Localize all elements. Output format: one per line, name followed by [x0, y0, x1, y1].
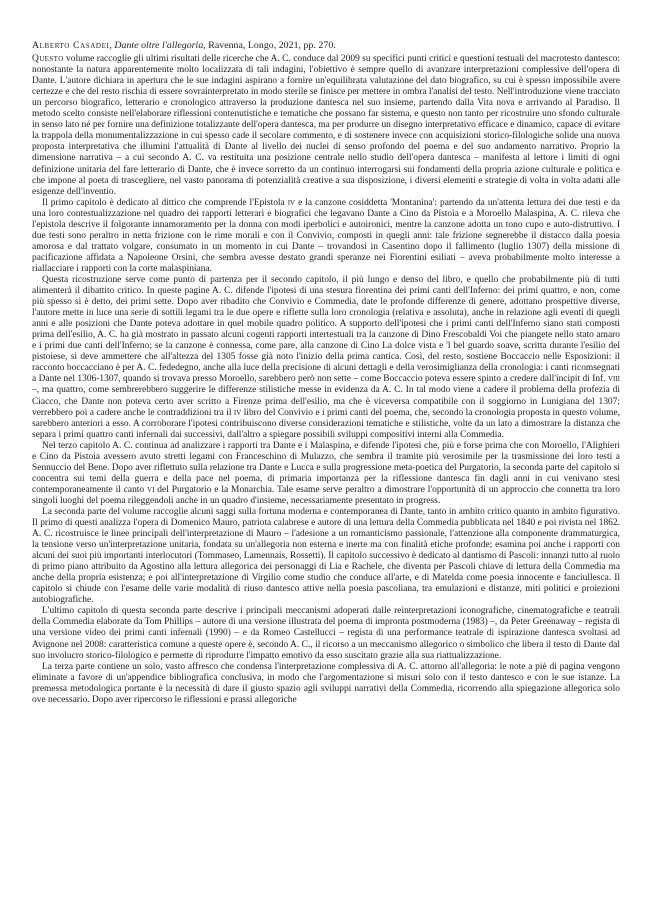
text-run: e arrivando al [514, 98, 576, 109]
text-run: e i primi canti del poema, che, secondo la cronologia proposta in questo volume, sarebbero anteriori a esso. A corroborare l'ipotesi contribuiscono diverse considerazioni tematiche e stilistiche, volte da un lato a dimostrare la distanza che separa i primi quattro canti infernali dai successivi, dall'altro a spiegare possibili sviluppi compositivi interni alla [32, 407, 620, 440]
text-run: . [113, 186, 116, 197]
reviewed-author: Alberto Casadei [32, 40, 110, 51]
review-body [32, 54, 620, 706]
text-run: Inf. [592, 374, 606, 385]
text-run: iv [287, 197, 296, 208]
text-run: e [304, 297, 315, 308]
paragraph [32, 507, 620, 606]
paragraph [32, 275, 620, 441]
text-run: Convivio [296, 230, 332, 241]
text-run: Inferno [469, 286, 498, 297]
text-run: Il primo capitolo è dedicato al dittico che comprende l' [42, 197, 254, 208]
text-run: 'l bel guardo soave [446, 341, 519, 352]
text-run: Voi che piangete nello stato amaro [489, 330, 620, 341]
text-run: Questa ricostruzione serve come punto di partenza per il secondo capitolo, il più lungo e denso del libro, e quello che probabilmente più di tutti alimenterà il dibattito critico. In queste pagine A. C. difende l'ipotesi di una stesura fiorentina dei primi canti dell' [32, 274, 620, 297]
text-run: . [437, 495, 441, 506]
text-run: Epistola [253, 197, 285, 208]
text-run: volume raccoglie gli ultimi risultati delle ricerche che A. C. conduce dal 2009 su specifici punti critici e questioni testuali del macrotesto dantesco: nonostante la natura apparentemente molto localizzata di tali indagini, l'obiettivo è sempre quello di avanzare interpretazioni complessive dell'opera di Dante. L'autore dichiara in apertura che le sue indagini aspirano a fornire un'equilibrata valutazione del dato biografico, su cui è spesso impossibile avere certezze e che del resto rischia di essere sovrainterpretato in modo sterile se finisce per mettere in ombra l'analisi del testo. Nell'introduzione viene tracciato un percorso biografico, letterario e cronologico attraverso la produzione dantesca nel suo insieme, partendo dalla [32, 54, 620, 109]
text-run: Nel terzo capitolo A. C. continua ad analizzare i rapporti tra Dante e i Malaspina, e difende l'ipotesi che, più e forse prima che con Moroello, l'Alighieri e Cino da Pistoia avessero avuto stretti legami con Franceschino di Mulazzo, che sembra il tramite più verosimile per la trasmissione dei loro testi a Sennuccio del Bene. Dopo aver riflettuto sulla relazione tra Dante e Lucca e sulla progressione meta-poetica del [32, 440, 620, 473]
text-run: La terza parte contiene un solo, vasto affresco che condensa l'interpretazione complessiva di A. C. attorno all'allegoria: le note a piè di pagina vengono eliminate a favore di un'appendice bibliografica conclusiva, in modo che l'argomentazione si misuri solo con il testo dantesco e con le sue istanze. La premessa metodologica portante è la necessità di dare il giusto spazio agli sviluppi narrativi della [32, 661, 620, 694]
text-run: , la seconda parte del capitolo si concentra sui temi della guerra e della pace nel poema, di primaria importanza per la riflessione dantesca fin dagli anni in cui venivano stesi contemporaneamente il canto [32, 462, 620, 495]
text-run: libro del [241, 407, 278, 418]
text-run: e la canzone cosiddetta 'Montanina': partendo da un'attenta lettura dei due testi e da una loro contestualizzazione nel quadro dei rapporti letterari e biografici che legavano Dante a Cino da Pistoia e a Moroello Malaspina, A. C. rileva che l'epistola descrive il folgorante innamoramento per la donna con modi iperbolici e autoironici, mentre la canzone adotta un tono cupo e auto-distruttivo. I due testi sono peraltro in netta frizione con le rime morali e con il [32, 197, 620, 241]
text-run: pubblicata nel 1840 e poi rivista nel 1862. A. C. ricostruisce le linee principali dell'interpretazione di Mauro – l'adesione a un romanticismo passionale, l'attenzione alla componente drammaturgica, la tensione verso un'interpretazione unitaria, fondata su un'allegoria non esterna e inerte ma con finalità etiche profonde; esamina poi anche i rapporti con alcuni dei suoi più importanti interlocutori (Tommaseo, Lamennais, Rossetti). Il capitolo successivo è dedicato al dantismo di Pascoli: innanzi tutto al ruolo di primo piano attribuito da Agostino alla lettura allegorica dei personaggi di Lia e Rachele, che diventa per Pascoli chiave di lettura della [32, 518, 620, 573]
text-run: di [580, 374, 593, 385]
text-run: La seconda parte del volume raccoglie alcuni saggi sulla fortuna moderna e contemporanea di Dante, tanto in ambito critico quanto in ambito figurativo. Il primo di questi analizza l'opera di Domenico Mauro, patriota calabrese e autore di una lettura della [32, 506, 620, 529]
text-run: del [154, 484, 172, 495]
text-run: Paradiso [575, 98, 609, 109]
paragraph [32, 662, 620, 706]
text-run: . Il metodo scelto consiste nell'elaborare riflessioni contenutistiche e tematiche che possano far sistema, e questo non tanto per ricostruire uno sfondo culturale in senso lato né per fornire una definizione totalizzante dell'opera dantesca, ma per produrre un disegno interpretativo efficace e dinamico, capace di evitare la trappola della monumentalizzazione in cui spesso cade il secolare commento, e di sostenere invece con acquisizioni storico-filologiche solide una nuova proposta interpretativa che illumini l'attualità di Dante al livello dei nuclei di senso profondo del poema e del suo andamento narrativo. Proprio la dimensione narrativa – a cui secondo A. C. va restituita una posizione centrale nello studio dell'opera dantesca – manifesta al lettore i limiti di ogni definizione unitaria del fare letterario di Dante, che è invece sorretto da un continuo interrogarsi sui fondamenti della propria azione culturale e politica e che impone al poeta di trascegliere, nel vasto panorama di potenzialità creative a sua disposizione, i diversi elementi e strategie di volta in volta adatti alle esigenze dell' [32, 98, 620, 197]
text-run: : dei primi quattro, e non, come più spesso si è detto, dei primi sette. Dopo aver ribadito che [32, 286, 620, 308]
text-run: Commedia [460, 429, 502, 440]
paragraph [32, 54, 620, 198]
text-run: e [436, 341, 447, 352]
paragraph [32, 441, 620, 507]
text-run: Vita nova [477, 98, 515, 109]
text-run: Commedia [52, 617, 95, 628]
text-run: Commedia [564, 562, 606, 573]
text-run: Inferno [121, 341, 150, 352]
text-run: siano stati composti prima dell'esilio, A. C. ha già mostrato in passato alcuni cogenti rapporti intertestuali tra la canzone di Dino Frescobaldi [32, 319, 620, 341]
text-run: . Tale esame serve peraltro a dimostrare l'opportunità di un approccio che connetta tra loro singoli luoghi del poema rileggendoli anche in un quadro d'insieme, necessariamente presentato [32, 484, 620, 506]
text-run: La dolce vista [382, 341, 437, 352]
lead-word: Questo [32, 54, 64, 65]
text-run: Commedia [314, 297, 357, 308]
text-run: Commedia [410, 683, 453, 694]
publication-info: , Ravenna, Longo, 2021, pp. 270. [203, 40, 336, 51]
text-run: Esposizioni [564, 352, 609, 363]
text-run: : il racconto boccacciano è per A. C. fededegno, anche alla luce della precisione di alcuni dettagli e della verosimiglianza della cronologia: i canti ricomsegnati a Dante nel 1306-1307, quando si trovava presso Moroello, sarebbero però non sette – come Boccaccio poteva essere spinto a credere dall' [32, 352, 620, 385]
text-run: Purgatorio [171, 484, 212, 495]
text-run: , ricorrendo alla spiegazione allegorica solo ove necessario. Dopo aver ripercorso le riflessioni e prassi allegoriche [32, 683, 620, 705]
text-run: Commedia [416, 518, 459, 529]
text-run: Convivio [269, 297, 305, 308]
text-run: Monarchia [231, 484, 272, 495]
text-run: , date le profonde differenze di genere, adottano prospettive diverse, l'autore mette in luce una serie di sottili legami tra le due opere e riflette sulla loro cronologia (relativa e assoluta), anche in relazione agli eventi di quegli anni e alle posizioni che Dante poteva adottare in quel mobile quadro politico. A supporto dell'ipotesi che i primi canti dell' [32, 297, 620, 330]
text-run: Inferno [512, 319, 541, 330]
text-run: incipit [555, 374, 581, 385]
review-page [32, 40, 620, 908]
paragraph [32, 198, 620, 275]
reviewed-title: Dante oltre l'allegoria [114, 40, 204, 51]
review-heading: Alberto Casadei, Dante oltre l'allegoria, Ravenna, Longo, 2021, pp. 270. [32, 40, 336, 51]
text-run: viii [607, 374, 620, 385]
text-run: , composti in quegli anni: tale frizione segnerebbe il distacco dalla poesia amorosa e dal trattato volgare, consumato in un momento in cui Dante – trovandosi in Casentino dopo il fallimento (luglio 1307) della missione di pacificazione affidata a Napoleone Orsini, che sembra avesse destato grandi speranze nei Fiorentini esiliati – aveva probabilmente molto interesse a riallacciare i rapporti con la corte malaspiniana. [32, 230, 620, 274]
text-run: . [501, 429, 504, 440]
text-run: e i primi due canti dell' [32, 341, 122, 352]
text-run: vi [147, 484, 155, 495]
text-run: elaborate da Tom Phillips – autore di una versione illustrata del poema di impronta postmoderna (1983) –, da Peter Greenaway – regista di una versione video dei primi canti infernali (1990) – e da Romeo Castellucci – regista di una performance teatrale di ispirazione dantesca svoltasi ad Avignone nel 2008: caratteristica comune a queste opere è, secondo A. C., il ricorso a un meccanismo allegorico o simbolico che libera il testo di Dante dal suo involucro storico-filologico e permette di riprodurre l'impatto emotivo da esso suscitato grazie alla sua riattualizzazione. [32, 617, 620, 661]
text-run: in progress [396, 495, 438, 506]
text-run: , scritta durante l'esilio del pistoiese, si deve ammettere che all'altezza del 1305 fosse già noto l'inizio della prima cantica. Così, del resto, sostiene Boccaccio nelle [32, 341, 620, 363]
text-run: –, ma quattro, come sembrerebbero suggerire le differenze stilistiche messe in evidenza da A. C. In tal modo viene a cadere il problema della profezia di Ciacco, che Dante non poteva certo aver scritto a Firenze prima dell'esilio, ma che è viceversa compatibile con il soggiorno in Lunigiana del 1307; verrebbero poi a cadere anche le contraddizioni tra il [32, 385, 620, 418]
text-run: L'ultimo capitolo di questa seconda parte descrive i principali meccanismi adoperati dalle reinterpretazioni iconografiche, cinematografiche e teatrali della [32, 606, 620, 628]
text-run: ; se la canzone è connessa, come pare, alla canzone di Cino [149, 341, 383, 352]
text-run: Convivio [277, 407, 314, 418]
text-run: Purgatorio [459, 462, 499, 473]
text-run: iv [233, 407, 242, 418]
text-run: e la [211, 484, 232, 495]
text-run: inventio [82, 186, 114, 197]
text-run: ma anche della propria esistenza; e poi all'interpretazione di Virgilio come studio che conduce all'arte, e di Matelda come poesia innocente e fanciullesca. Il capitolo si chiude con l'esame delle varie modalità di riuso dantesco attive nella poesia pascoliana, tra emulazioni e distanze, miti politici e proiezioni autobiografiche. [32, 562, 620, 606]
paragraph [32, 606, 620, 661]
